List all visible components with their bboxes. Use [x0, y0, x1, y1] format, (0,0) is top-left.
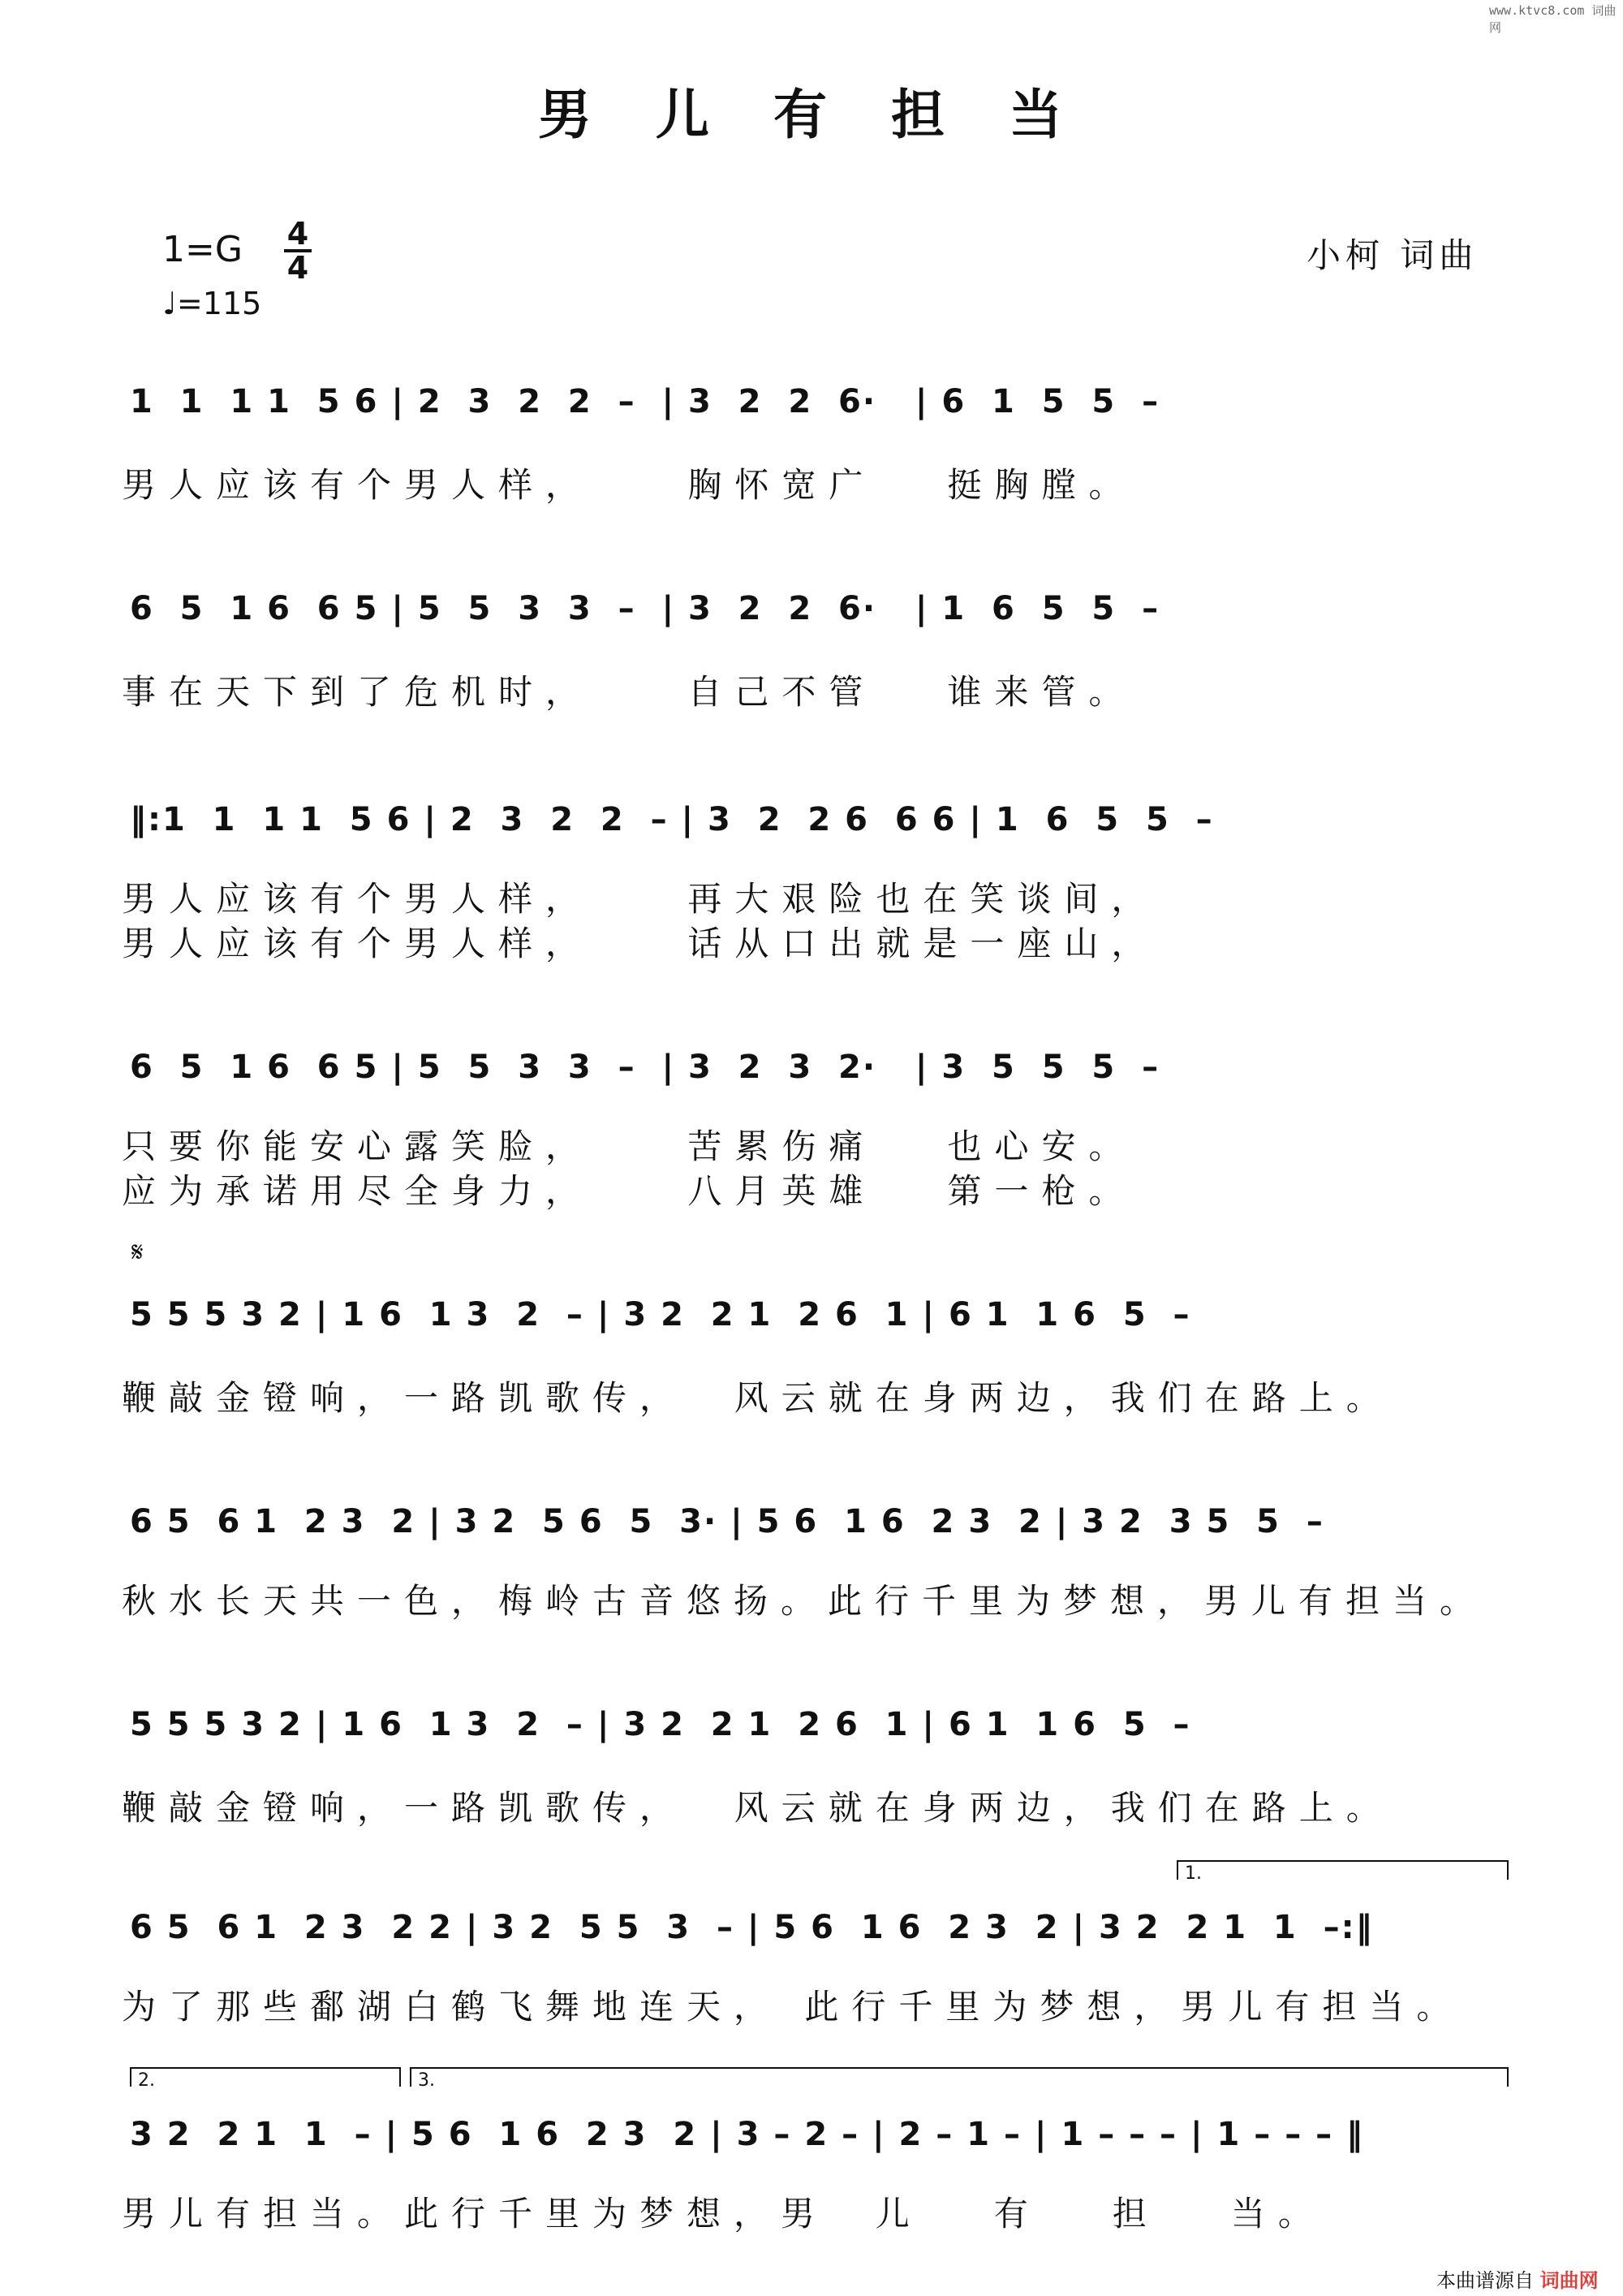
time-signature: [284, 216, 312, 286]
volta-label: 2.: [138, 2070, 155, 2091]
notes-line: 6 5 6 1 2 3 2 | 3 2 5 6 5 3· | 5 6 1 6 2 3 2 | 3 2 3 5 5 –: [130, 1503, 1324, 1540]
lyric-line: 男儿有担当。此行千里为梦想，男 儿 有 担 当。: [122, 2194, 1325, 2234]
lyric-line: 秋水长天共一色，梅岭古音悠扬。此行千里为梦想，男儿有担当。: [122, 1581, 1487, 1621]
lyric-line: 男人应该有个男人样， 胸怀宽广 挺胸膛。: [122, 465, 1136, 505]
author-credit: 小柯 词曲: [1307, 235, 1479, 275]
source-site-link[interactable]: 词曲网: [1539, 2269, 1599, 2292]
source-label: 本曲谱源自: [1436, 2269, 1534, 2292]
notes-line: 3 2 2 1 1 – | 5 6 1 6 2 3 2 | 3 – 2 – | 2 – 1 – | 1 – – – | 1 – – – ‖: [130, 2116, 1365, 2153]
notes-line: 5 5 5 3 2 | 1 6 1 3 2 – | 3 2 2 1 2 6 1 | 6 1 1 6 5 –: [130, 1296, 1191, 1333]
lyric-line-verse-1: 男人应该有个男人样， 再大艰险也在笑谈间，: [122, 879, 1159, 919]
lyric-line: 鞭敲金镫响，一路凯歌传， 风云就在身两边，我们在路上。: [122, 1788, 1393, 1828]
volta-first-ending: [1177, 1860, 1509, 1884]
lyric-line: 为了那些鄱湖白鹤飞舞地连天， 此行千里为梦想，男儿有担当。: [122, 1987, 1464, 2027]
notes-line: ‖:1 1 1 1 5 6 | 2 3 2 2 – | 3 2 2 6 6 6 | 1 6 5 5 –: [130, 801, 1214, 838]
notes-line: 6 5 1 6 6 5 | 5 5 3 3 – | 3 2 2 6· | 1 6 5 5 –: [130, 590, 1160, 627]
song-title: 男 儿 有 担 当: [538, 83, 1085, 146]
lyric-line-verse-2: 男人应该有个男人样， 话从口出就是一座山，: [122, 924, 1159, 963]
volta-label: 1.: [1185, 1863, 1202, 1884]
volta-label: 3.: [418, 2070, 435, 2091]
notes-line: 1 1 1 1 5 6 | 2 3 2 2 – | 3 2 2 6· | 6 1 5 5 –: [130, 383, 1160, 420]
lyric-line: 事在天下到了危机时， 自己不管 谁来管。: [122, 672, 1136, 712]
notes-line: 6 5 6 1 2 3 2 2 | 3 2 5 5 3 – | 5 6 1 6 2 3 2 | 3 2 2 1 1 –:‖: [130, 1909, 1374, 1946]
segno-sign: 𝄋: [131, 1236, 144, 1269]
time-signature-top: 4: [286, 216, 309, 252]
notes-line: 5 5 5 3 2 | 1 6 1 3 2 – | 3 2 2 1 2 6 1 | 6 1 1 6 5 –: [130, 1706, 1191, 1743]
lyric-line-verse-2: 应为承诺用尽全身力， 八月英雄 第一枪。: [122, 1171, 1136, 1211]
time-signature-bottom: 4: [286, 250, 309, 286]
site-watermark: www.ktvc8.com 词曲网: [1489, 3, 1617, 35]
key-signature: 1=G: [162, 229, 243, 270]
lyric-line: 鞭敲金镫响，一路凯歌传， 风云就在身两边，我们在路上。: [122, 1378, 1393, 1418]
notes-line: 6 5 1 6 6 5 | 5 5 3 3 – | 3 2 3 2· | 3 5 5 5 –: [130, 1049, 1160, 1086]
tempo-marking: ♩=115: [162, 286, 262, 321]
volta-third-ending: [410, 2067, 1509, 2091]
volta-second-ending: [130, 2067, 401, 2091]
lyric-line-verse-1: 只要你能安心露笑脸， 苦累伤痛 也心安。: [122, 1126, 1136, 1166]
source-credit: [1436, 2264, 1599, 2293]
